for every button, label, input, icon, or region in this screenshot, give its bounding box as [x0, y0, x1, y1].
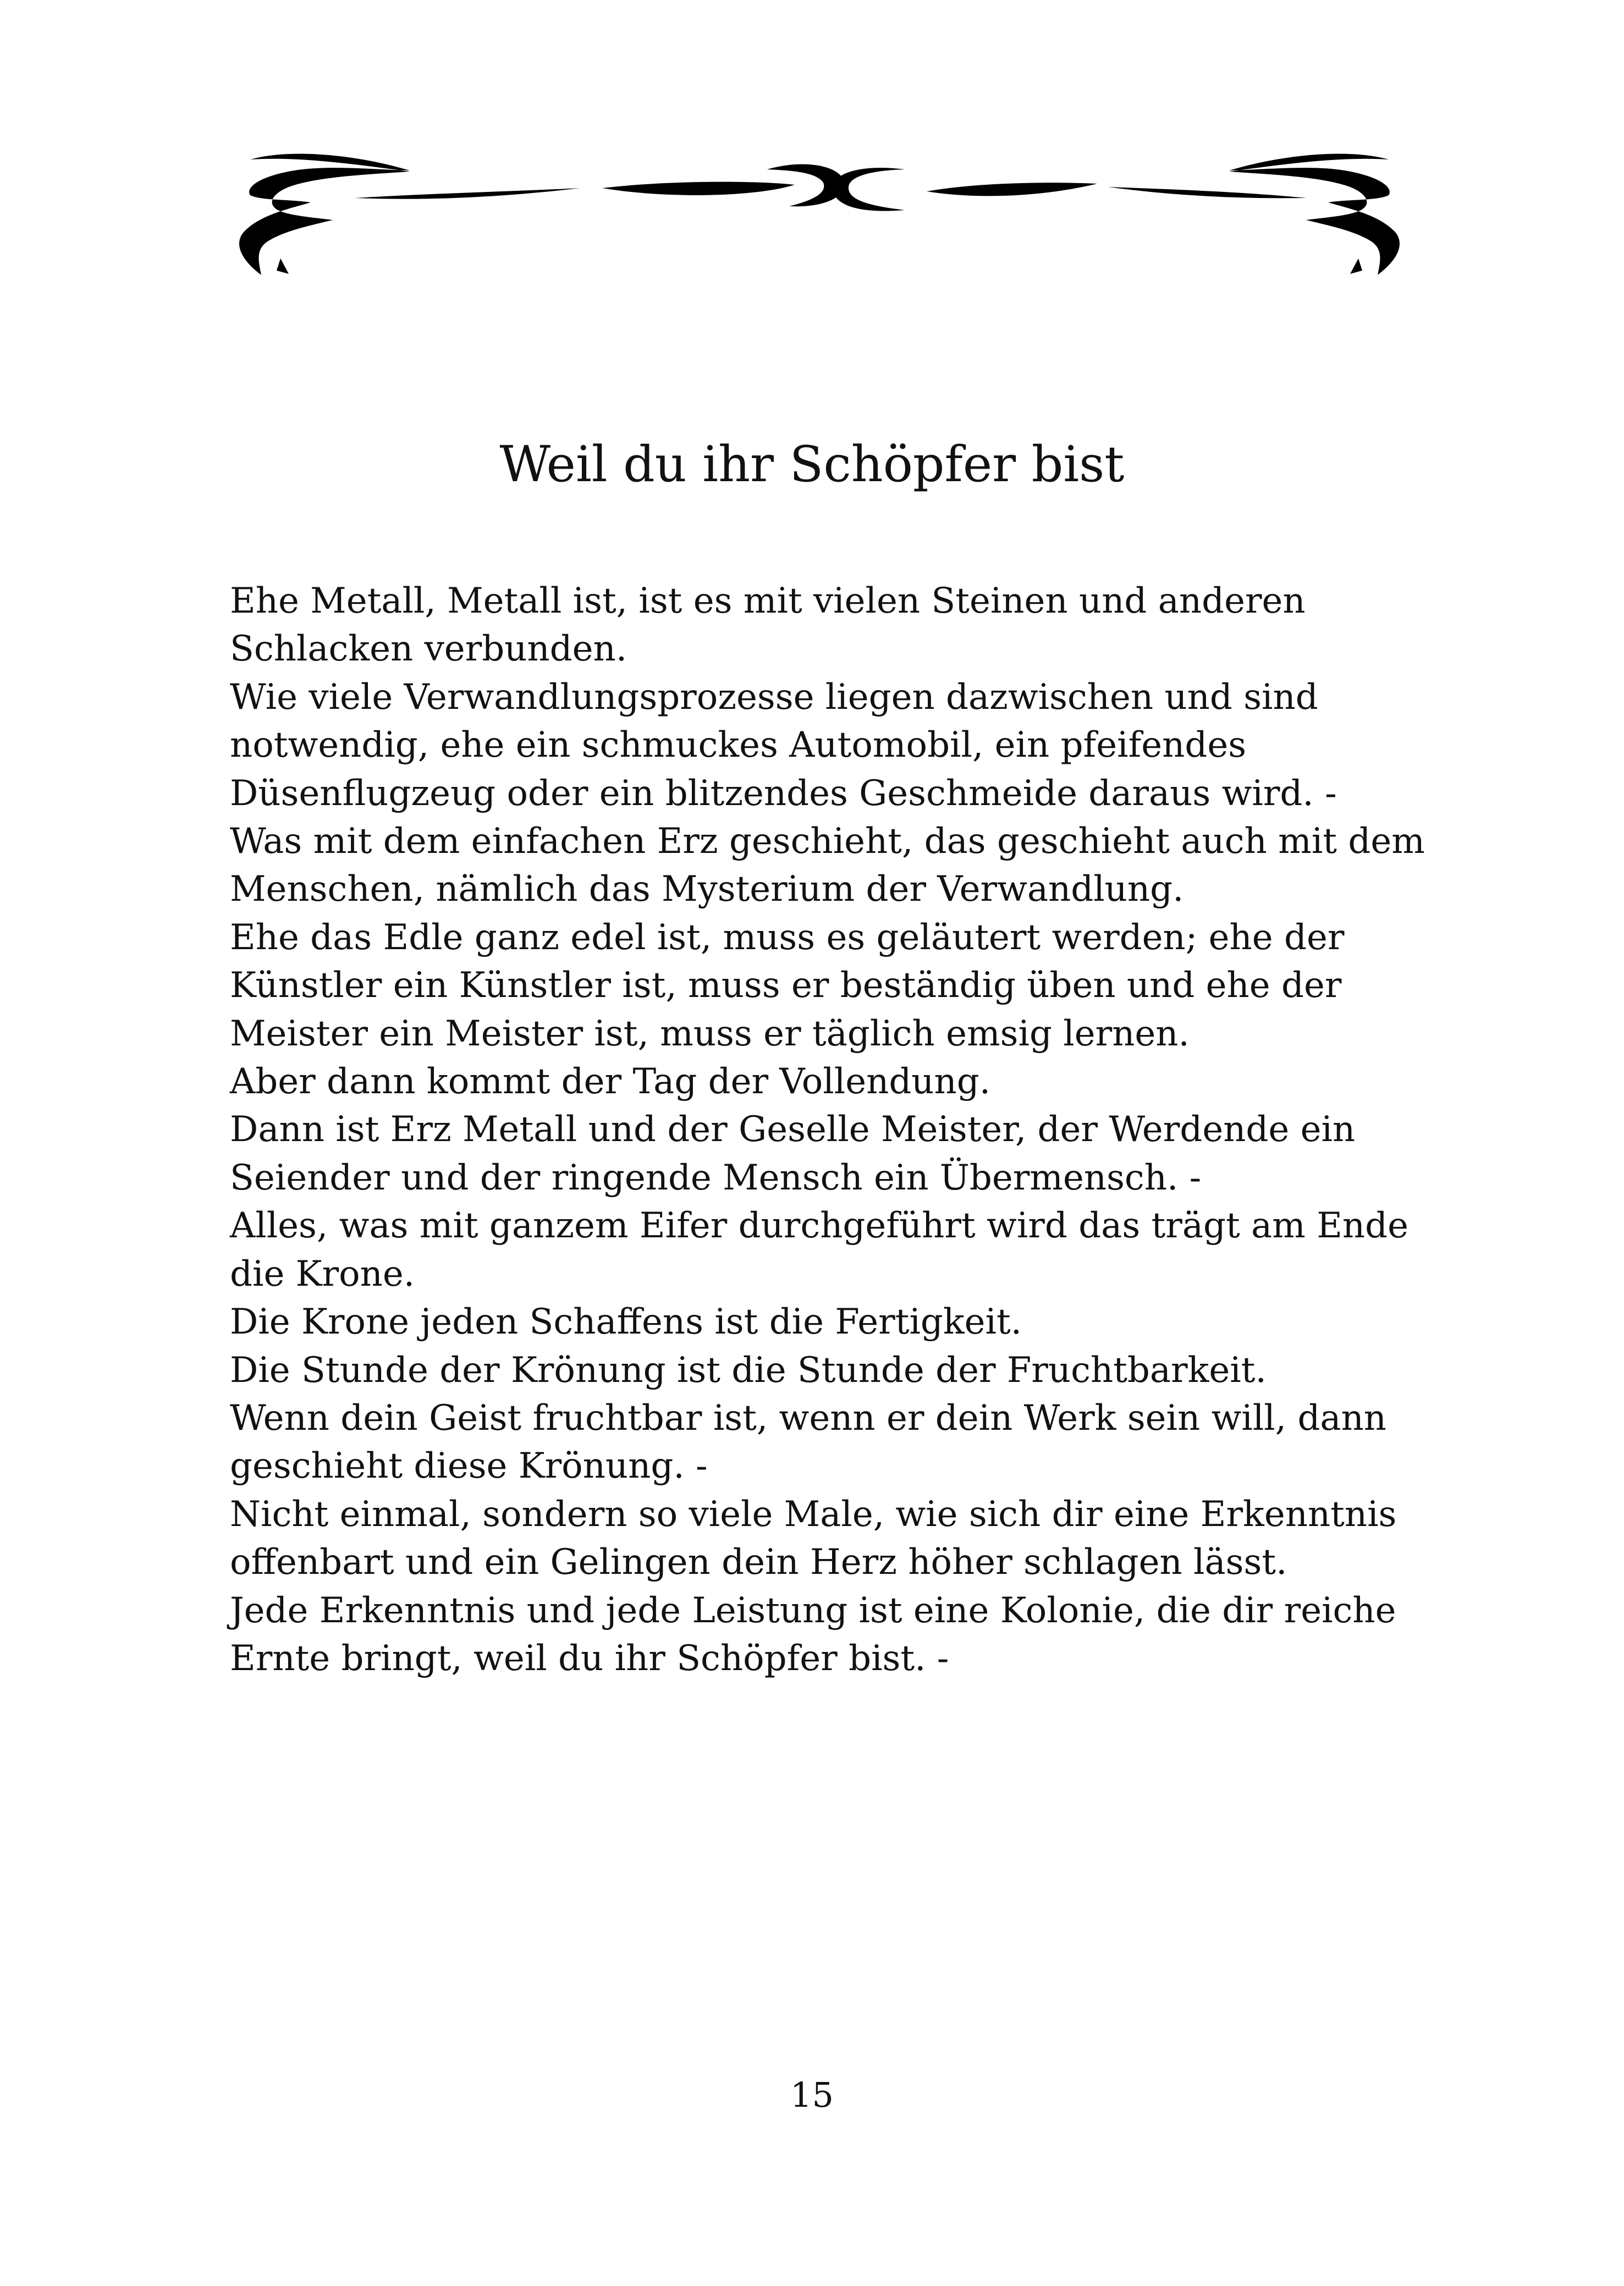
text-line: Nicht einmal, sondern so viele Male, wie sich dir eine Erkenntnis [230, 1494, 1397, 1535]
page-title: Weil du ihr Schöpfer bist [499, 436, 1125, 493]
text-line: Ehe das Edle ganz edel ist, muss es geläutert werden; ehe der [230, 917, 1345, 958]
text-line: geschieht diese Krönung. - [230, 1446, 708, 1487]
text-line: Schlacken verbunden. [230, 629, 627, 670]
text-line: Ernte bringt, weil du ihr Schöpfer bist. - [230, 1638, 949, 1679]
text-line: die Krone. [230, 1253, 415, 1295]
text-line: Was mit dem einfachen Erz geschieht, das geschieht auch mit dem [230, 821, 1425, 862]
text-line: Alles, was mit ganzem Eifer durchgeführt wird das trägt am Ende [230, 1205, 1408, 1247]
text-line: Menschen, nämlich das Mysterium der Verwandlung. [230, 869, 1184, 910]
text-line: Wenn dein Geist fruchtbar ist, wenn er dein Werk sein will, dann [230, 1397, 1386, 1439]
text-line: Dann ist Erz Metall und der Geselle Meister, der Werdende ein [230, 1109, 1356, 1150]
text-line: Künstler ein Künstler ist, muss er beständig üben und ehe der [230, 965, 1342, 1006]
text-line: notwendig, ehe ein schmuckes Automobil, ein pfeifendes [230, 725, 1247, 766]
text-line: offenbart und ein Gelingen dein Herz höher schlagen lässt. [230, 1542, 1287, 1583]
text-line: Wie viele Verwandlungsprozesse liegen dazwischen und sind [230, 676, 1318, 718]
text-line: Jede Erkenntnis und jede Leistung ist eine Kolonie, die dir reiche [230, 1590, 1396, 1631]
text-line: Die Krone jeden Schaffens ist die Fertigkeit. [230, 1302, 1022, 1343]
page-number: 15 [790, 2075, 834, 2115]
text-line: Aber dann kommt der Tag der Vollendung. [230, 1061, 991, 1103]
text-line: Ehe Metall, Metall ist, ist es mit vielen Steinen und anderen [230, 581, 1306, 621]
header-flourish-icon [228, 148, 1411, 291]
text-line: Meister ein Meister ist, muss er täglich emsig lernen. [230, 1013, 1190, 1054]
text-line: Düsenflugzeug oder ein blitzendes Geschmeide daraus wird. - [230, 773, 1337, 814]
text-line: Die Stunde der Krönung ist die Stunde der Fruchtbarkeit. [230, 1349, 1267, 1391]
body-text [230, 577, 1425, 1683]
text-line: Seiender und der ringende Mensch ein Übermensch. - [230, 1157, 1202, 1198]
